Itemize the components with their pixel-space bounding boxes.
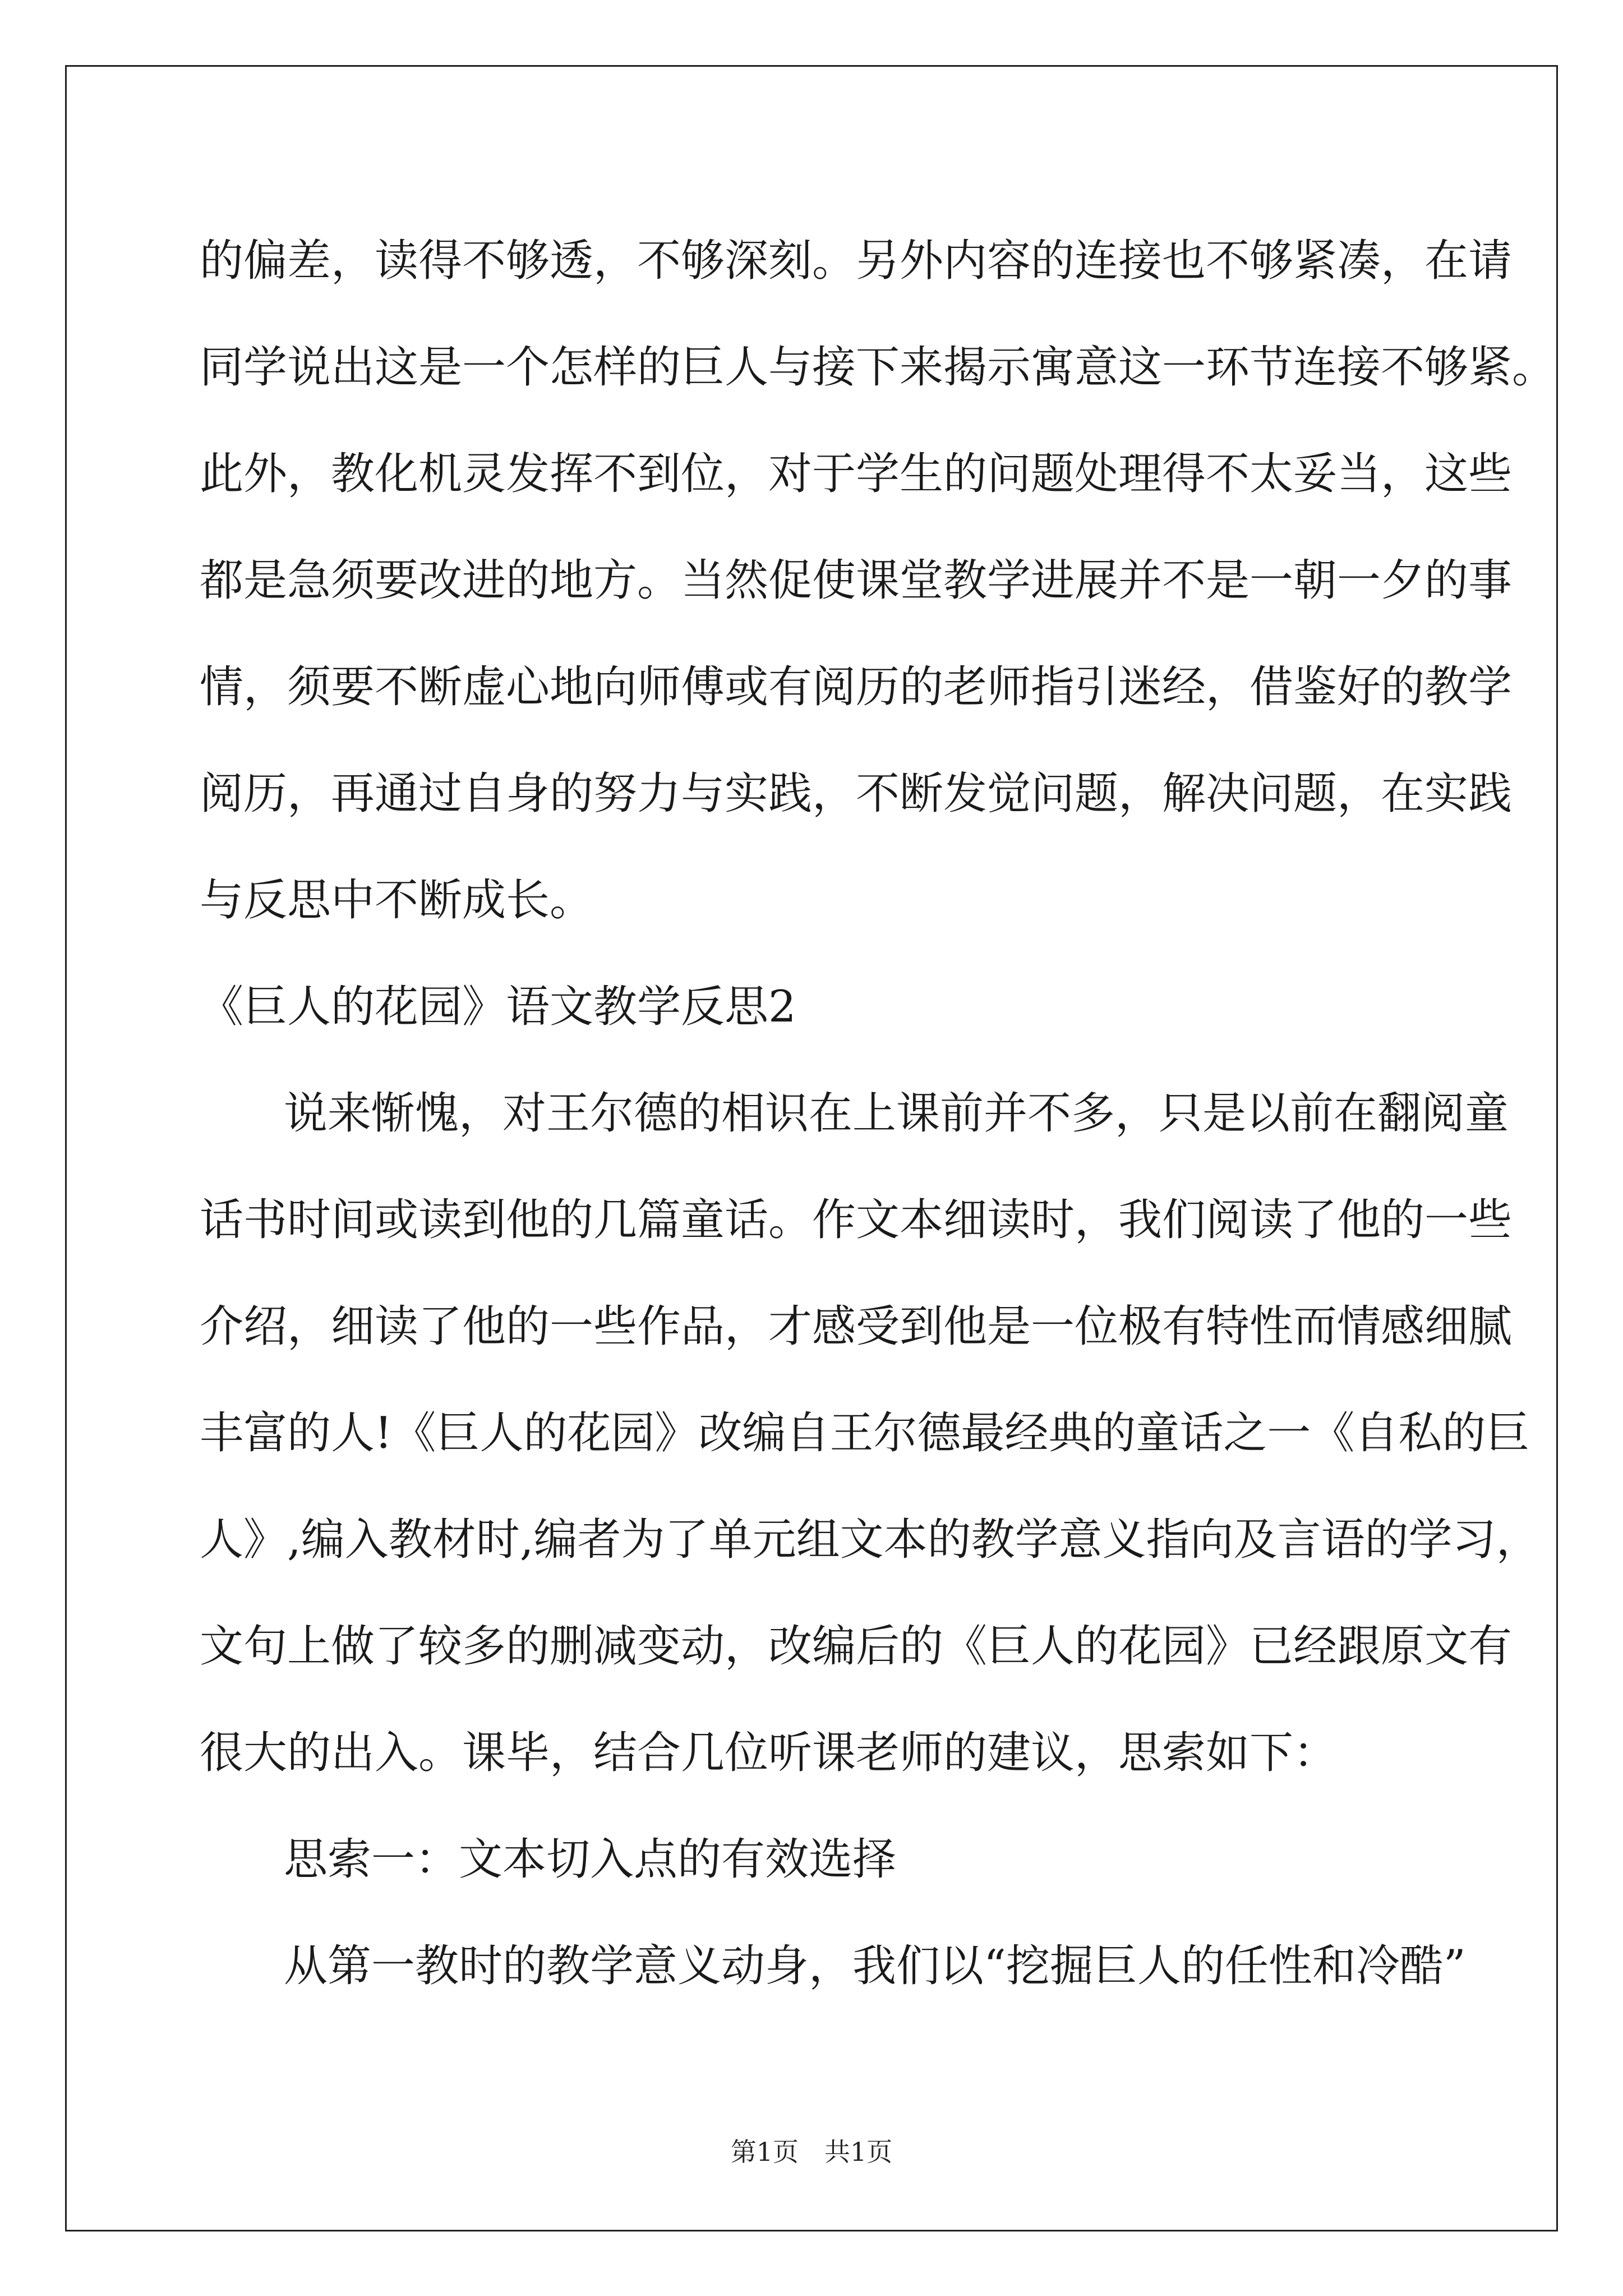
text-line: 丰富的人!《巨人的花园》改编自王尔德最经典的童话之一《自私的巨	[200, 1408, 1530, 1458]
text-line: 都是急须要改进的地方。当然促使课堂教学进展并不是一朝一夕的事	[200, 555, 1513, 606]
text-line: 很大的出入。课毕，结合几位听课老师的建议，思索如下：	[200, 1728, 1338, 1778]
text-line: 介绍，细读了他的一些作品，才感受到他是一位极有特性而情感细腻	[200, 1301, 1513, 1352]
text-line: 阅历，再通过自身的努力与实践，不断发觉问题，解决问题，在实践	[200, 769, 1513, 819]
text-line: 从第一教时的教学意义动身，我们以“挖掘巨人的任性和冷酷”	[284, 1941, 1466, 1991]
text-line: 话书时间或读到他的几篇童话。作文本细读时，我们阅读了他的一些	[200, 1195, 1513, 1245]
text-line: 人》,编入教材时,编者为了单元组文本的教学意义指向及言语的学习，	[200, 1515, 1540, 1565]
text-line: 此外，教化机灵发挥不到位，对于学生的问题处理得不太妥当，这些	[200, 449, 1513, 499]
page-footer: 第1页 共1页	[730, 2137, 893, 2167]
document-body	[200, 208, 1556, 2019]
text-line: 同学说出这是一个怎样的巨人与接下来揭示寓意这一环节连接不够紧。	[200, 342, 1556, 393]
text-line: 说来惭愧，对王尔德的相识在上课前并不多，只是以前在翻阅童	[284, 1088, 1509, 1139]
text-line: 情，须要不断虚心地向师傅或有阅历的老师指引迷经，借鉴好的教学	[200, 662, 1513, 712]
text-line: 文句上做了较多的删减变动，改编后的《巨人的花园》已经跟原文有	[200, 1621, 1513, 1672]
subheading: 思索一：文本切入点的有效选择	[284, 1834, 897, 1885]
text-line: 与反思中不断成长。	[200, 875, 594, 926]
section-title: 《巨人的花园》语文教学反思2	[200, 982, 796, 1032]
text-line: 的偏差，读得不够透，不够深刻。另外内容的连接也不够紧凑，在请	[200, 236, 1513, 286]
